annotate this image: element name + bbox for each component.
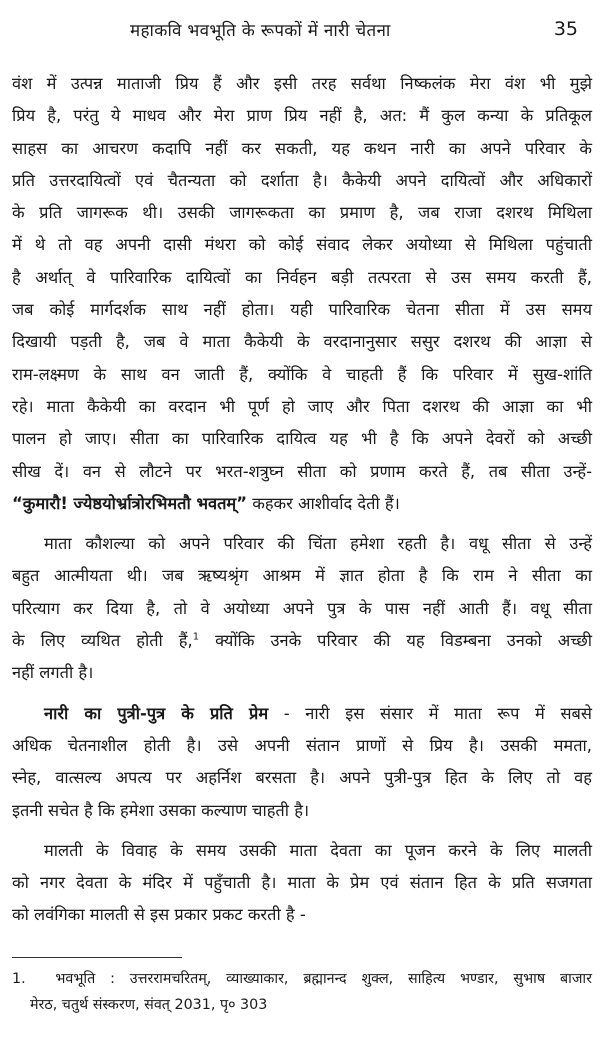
paragraph	[12, 68, 592, 520]
text-line: है अर्थात् वे पारिवारिक दायित्वों का निर्वहन बड़ी तत्परता से उस समय करती हैं,	[12, 267, 592, 287]
paragraph	[12, 528, 592, 689]
running-header	[0, 18, 600, 48]
text-line: अधिक चेतनाशील होती है। उसे अपनी संतान प्राणों से प्रिय है। उसकी ममता,	[12, 735, 592, 755]
text-line: इतनी सचेत है कि हमेशा उसका कल्याण चाहती है।	[12, 800, 310, 820]
text-line: साहस का आचरण कदापि नहीं कर सकती, यह कथन नारी का अपने परिवार के	[12, 138, 592, 158]
section-heading: नारी का पुत्री-पुत्र के प्रति प्रेम	[44, 703, 269, 723]
text-line: स्नेह, वात्सल्य अपत्य पर अहर्निश बरसता है। अपने पुत्री-पुत्र हित के लिए तो वह	[12, 768, 592, 788]
quote-line	[12, 488, 592, 520]
text-line: जब कोई मार्गदर्शक साथ नहीं होता। यही पारिवारिक चेतना सीता में उस समय	[12, 300, 592, 320]
footnotes	[12, 966, 592, 1018]
quote-continuation: कहकर आशीर्वाद देती हैं।	[247, 493, 400, 513]
page-number: 35	[553, 18, 578, 40]
sanskrit-quote: “कुमारौ! ज्येष्ठयोर्भ्रात्रोरभिमतौ भवतम्”	[12, 493, 248, 513]
text-line: के प्रति जागरूक थी। उसकी जागरूकता का प्रमाण है, जब राजा दशरथ मिथिला	[12, 203, 592, 223]
text-line: बहुत आत्मीयता थी। जब ऋष्यश्रृंग आश्रम में ज्ञात होता है कि राम ने सीता का	[12, 566, 592, 586]
text-line: दिखायी पड़ती है, जब वे माता कैकेयी के वरदानानुसार ससुर दशरथ की आज्ञा से	[12, 332, 592, 352]
text-line	[12, 698, 592, 730]
text-fragment: के लिए व्यथित होती हैं,	[12, 631, 193, 651]
footnote-continuation: मेरठ, चतुर्थ संस्करण, संवत् 2031, पृ० 303	[30, 997, 268, 1013]
footnote-number: 1.	[12, 971, 26, 987]
text-line: सीख दें। वन से लौटने पर भरत-शत्रुघ्न सीता को प्रणाम करते हैं, तब सीता उन्हें-	[12, 461, 592, 481]
body-text	[12, 68, 592, 932]
footnote-divider	[12, 957, 182, 958]
text-line: में थे तो वह अपनी दासी मंथरा को कोई संवाद लेकर अयोध्या से मिथिला पहुंचाती	[12, 235, 592, 255]
footnote	[12, 966, 592, 992]
text-line: प्रति उत्तरदायित्वों एवं चैतन्यता को दर्शाता है। कैकेयी अपने दायित्वों और अधिकारों	[12, 170, 592, 190]
text-line: रहे। माता कैकेयी का वरदान भी पूर्ण हो जाए और पिता दशरथ की आज्ञा का भी	[12, 396, 592, 416]
text-line: को नगर देवता के मंदिर में पहुँचाती है। माता के प्रेम एवं संतान हित के प्रति सजगता	[12, 873, 592, 893]
text-line: माता कौशल्या को अपने परिवार की चिंता हमेशा रहती है। वधू सीता से उन्हें	[44, 534, 592, 554]
text-line: परित्याग कर दिया है, तो वे अयोध्या अपने पुत्र के पास नहीं आती हैं। वधू सीता	[12, 598, 592, 618]
footnote-text: भवभूति : उत्तररामचरितम्, व्याख्याकार, ब्रह्मानन्द शुक्ल, साहित्य भण्डार, सुभाष बाजार	[55, 971, 592, 987]
text-line: को लवंगिका मालती से इस प्रकार प्रकट करती है -	[12, 905, 306, 925]
text-line	[12, 625, 592, 657]
running-title: महाकवि भवभूति के रूपकों में नारी चेतना	[130, 21, 391, 41]
footnote-reference: 1	[192, 631, 200, 643]
text-line: पालन हो जाए। सीता का पारिवारिक दायित्व यह भी है कि अपने देवरों को अच्छी	[12, 429, 592, 449]
text-line: प्रिय है, परंतु ये माधव और मेरा प्राण प्रिय नहीं है, अत: मैं कुल कन्या के प्रतिकूल	[12, 106, 592, 126]
text-fragment: क्योंकि उनके परिवार की यह विडम्बना उनको अच्छी	[199, 631, 592, 651]
paragraph	[12, 835, 592, 932]
text-line: नहीं लगती है।	[12, 663, 94, 683]
text-line: राम-लक्ष्मण के साथ वन जाती हैं, क्योंकि वे चाहती हैं कि परिवार में सुख-शांति	[12, 364, 592, 384]
text-line: मालती के विवाह के समय उसकी माता देवता का पूजन करने के लिए मालती	[44, 840, 592, 860]
paragraph	[12, 698, 592, 827]
text-line: वंश में उत्पन्न माताजी प्रिय हैं और इसी तरह सर्वथा निष्कलंक मेरा वंश भी मुझे	[12, 74, 592, 93]
text-fragment: - नारी इस संसार में माता रूप में सबसे	[268, 703, 592, 723]
